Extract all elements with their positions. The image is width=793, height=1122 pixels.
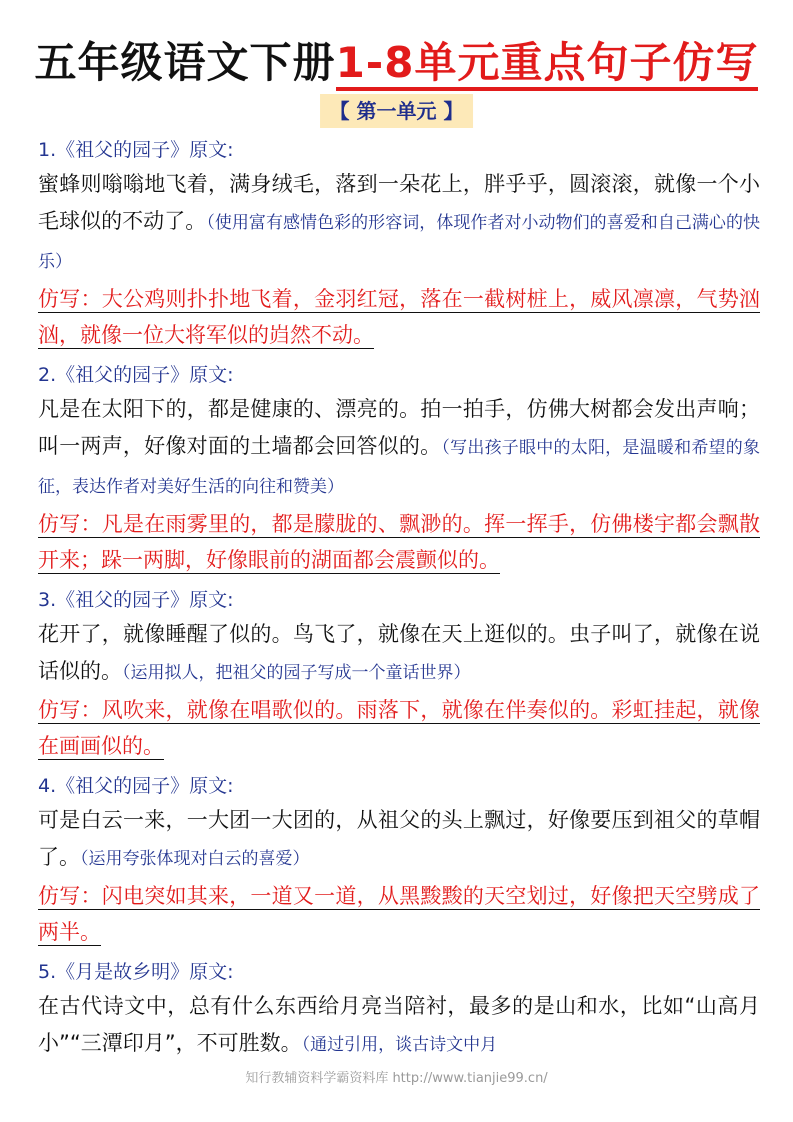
entry-3 xyxy=(38,584,760,764)
entry-heading: 3.《祖父的园子》原文: xyxy=(38,589,234,611)
original-sentence: 蜜蜂则嗡嗡地飞着，满身绒毛，落到一朵花上，胖乎乎，圆滚滚，就像一个小毛球似的不动了。 xyxy=(38,172,760,233)
entry-heading: 2.《祖父的园子》原文: xyxy=(38,364,234,386)
title-main: 五年级语文下册 xyxy=(34,38,336,87)
imitation-sentence: 风吹来，就像在唱歌似的。雨落下，就像在伴奏似的。彩虹挂起，就像在画画似的。 xyxy=(38,698,761,758)
imitation-sentence: 闪电突如其来，一道又一道，从黑黢黢的天空划过，好像把天空劈成了两半。 xyxy=(38,884,761,944)
entry-1 xyxy=(38,134,760,353)
entry-5 xyxy=(38,956,760,1064)
analysis-note: （写出孩子眼中的太阳，是温暖和希望的象征，表达作者对美好生活的向往和赞美） xyxy=(38,438,761,497)
entry-heading: 5.《月是故乡明》原文: xyxy=(38,961,234,983)
analysis-note: （运用夸张体现对白云的喜爱） xyxy=(80,849,310,869)
imitation-label: 仿写： xyxy=(38,287,102,311)
original-text xyxy=(38,616,760,692)
original-sentence: 花开了，就像睡醒了似的。鸟飞了，就像在天上逛似的。虫子叫了，就像在说话似的。 xyxy=(38,622,760,683)
page-title xyxy=(0,30,793,90)
imitation-label: 仿写： xyxy=(38,512,102,536)
entry-4 xyxy=(38,770,760,950)
imitation-text xyxy=(38,878,760,950)
entry-heading: 4.《祖父的园子》原文: xyxy=(38,775,234,797)
entry-2 xyxy=(38,359,760,578)
entry-list xyxy=(38,134,760,1064)
original-text xyxy=(38,391,760,506)
analysis-note: （通过引用，谈古诗文中月 xyxy=(301,1035,498,1055)
original-text xyxy=(38,988,760,1064)
original-text xyxy=(38,166,760,281)
imitation-text xyxy=(38,506,760,578)
original-sentence: 可是白云一来，一大团一大团的，从祖父的头上飘过，好像要压到祖父的草帽了。 xyxy=(38,808,760,869)
imitation-text xyxy=(38,281,760,353)
analysis-note: （使用富有感情色彩的形容词，体现作者对小动物们的喜爱和自己满心的快乐） xyxy=(38,213,761,272)
original-sentence: 在古代诗文中，总有什么东西给月亮当陪衬，最多的是山和水，比如“山高月小”“三潭印月”，不可胜数。 xyxy=(38,994,760,1055)
entry-heading: 1.《祖父的园子》原文: xyxy=(38,139,234,161)
title-highlight: 1-8单元重点句子仿写 xyxy=(336,38,759,91)
imitation-sentence: 凡是在雨雾里的，都是朦胧的、飘渺的。挥一挥手，仿佛楼宇都会飘散开来；跺一两脚，好像眼前的湖面都会震颤似的。 xyxy=(38,512,761,572)
imitation-label: 仿写： xyxy=(38,884,102,908)
original-text xyxy=(38,802,760,878)
imitation-label: 仿写： xyxy=(38,698,102,722)
watermark-footer: 知行教辅资料学霸资料库 http://www.tianjie99.cn/ xyxy=(245,1071,548,1086)
imitation-text xyxy=(38,692,760,764)
imitation-sentence: 大公鸡则扑扑地飞着，金羽红冠，落在一截树桩上，威风凛凛，气势汹汹，就像一位大将军似的岿然不动。 xyxy=(38,287,761,347)
original-sentence: 凡是在太阳下的，都是健康的、漂亮的。拍一拍手，仿佛大树都会发出声响；叫一两声，好像对面的土墙都会回答似的。 xyxy=(38,397,760,458)
unit-label: 【 第一单元 】 xyxy=(320,94,474,128)
analysis-note: （运用拟人，把祖父的园子写成一个童话世界） xyxy=(122,663,471,683)
